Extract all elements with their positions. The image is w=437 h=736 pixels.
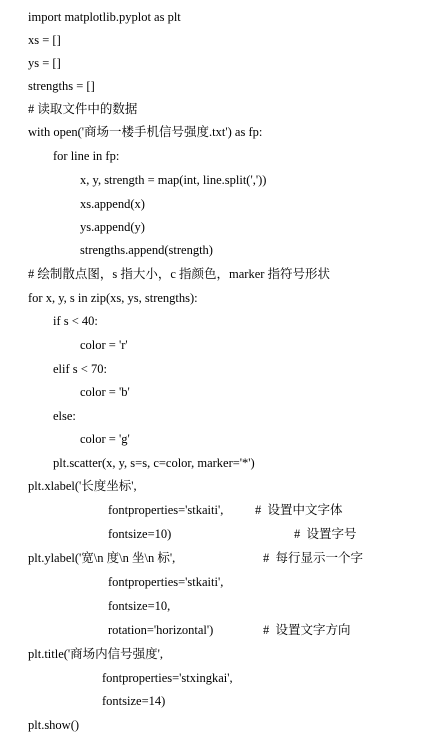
code-line-ylabel-size: fontsize=10, [108,599,171,613]
code-line-scatter: plt.scatter(x, y, s=s, c=color, marker='*') [53,456,255,470]
code-line-map: x, y, strength = map(int, line.split(',')) [80,173,267,187]
code-line-color-g: color = 'g' [80,432,130,446]
code-comment-font: # 设置中文字体 [255,503,343,517]
code-line-if: if s < 40: [53,314,98,328]
code-comment-direction: # 设置文字方向 [263,623,351,637]
code-line-ylabel-rotation: rotation='horizontal') [108,623,214,637]
code-line-for-line: for line in fp: [53,149,120,163]
code-comment-size: # 设置字号 [294,527,357,541]
code-line-with-open: with open('商场一楼手机信号强度.txt') as fp: [28,125,263,139]
code-line-ys: ys = [] [28,56,61,70]
code-line-elif: elif s < 70: [53,362,107,376]
code-line-xlabel: plt.xlabel('长度坐标', [28,479,137,493]
code-line-color-b: color = 'b' [80,385,130,399]
code-line-import: import matplotlib.pyplot as plt [28,10,181,24]
code-line-title-font: fontproperties='stxingkai', [102,671,233,685]
code-line-ylabel-font: fontproperties='stkaiti', [108,575,224,589]
code-line-strengths: strengths = [] [28,79,95,93]
code-line-else: else: [53,409,76,423]
code-line-strengths-append: strengths.append(strength) [80,243,213,257]
code-line-xs-append: xs.append(x) [80,197,145,211]
code-line-show: plt.show() [28,718,80,732]
code-line-for-zip: for x, y, s in zip(xs, ys, strengths): [28,291,198,305]
code-comment-scatter: # 绘制散点图，s 指大小，c 指颜色，marker 指符号形状 [28,267,331,281]
code-line-xs: xs = [] [28,33,61,47]
code-line-color-r: color = 'r' [80,338,128,352]
code-comment-read: # 读取文件中的数据 [28,102,138,116]
code-line-xlabel-font: fontproperties='stkaiti', [108,503,224,517]
code-line-title: plt.title('商场内信号强度', [28,647,164,661]
code-comment-per-line: # 每行显示一个字 [263,551,364,565]
code-line-ys-append: ys.append(y) [80,220,145,234]
code-line-ylabel: plt.ylabel('宽\n 度\n 坐\n 标', [28,551,176,565]
code-line-title-size: fontsize=14) [102,694,166,708]
code-line-xlabel-size: fontsize=10) [108,527,172,541]
